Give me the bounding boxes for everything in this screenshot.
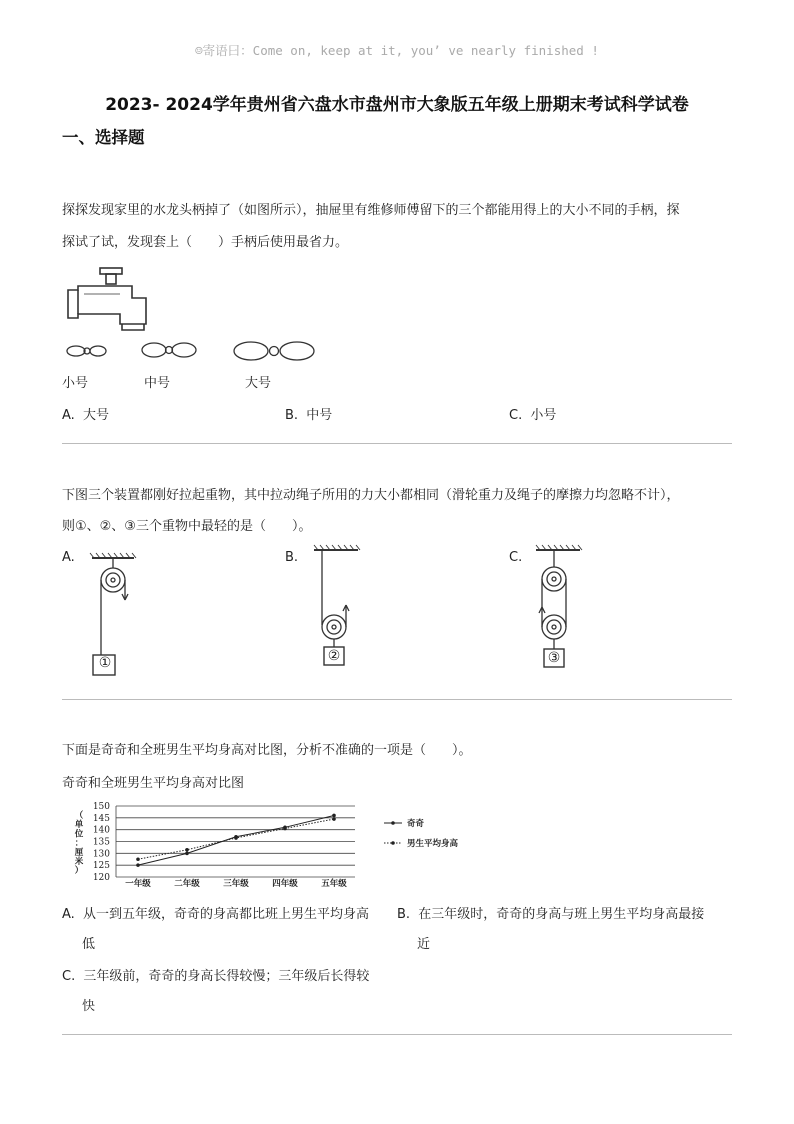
y-tick-label: 150 [92, 802, 110, 812]
y-tick-label: 140 [92, 825, 110, 836]
x-tick-label: 一年级 [125, 879, 151, 889]
chart-title: 奇奇和全班男生平均身高对比图 [62, 776, 245, 791]
watermark-text: ☺寄语曰：Come on, keep at it, you’ ve nearly finished ! [195, 43, 599, 58]
data-point [185, 848, 189, 852]
data-point [332, 814, 336, 818]
data-point [185, 852, 189, 856]
option-text-line1: 三年级前，奇奇的身高长得较慢；三年级后长得较 [83, 969, 370, 984]
legend-swatch-point [391, 841, 395, 845]
option-key: B. [397, 907, 411, 922]
q1-option-c[interactable] [509, 404, 556, 423]
y-tick-label: 145 [92, 813, 110, 824]
q2-stem-line2: 则①、②、③三个重物中最轻的是（ ）。 [62, 519, 312, 534]
divider [62, 443, 732, 444]
q1-stem-line1: 探探发现家里的水龙头柄掉了（如图所示），抽屉里有维修师傅留下的三个都能用得上的大小不同的手柄，探 [62, 203, 680, 218]
y-tick-label: 125 [92, 861, 110, 872]
handle-label-medium: 中号 [144, 376, 171, 391]
y-tick-label: 135 [92, 837, 110, 848]
q2-option-a[interactable]: A. [62, 550, 75, 565]
faucet-figure [64, 264, 164, 334]
y-axis-label-char: （ [74, 811, 84, 821]
q3-stem: 下面是奇奇和全班男生平均身高对比图，分析不准确的一项是（ ）。 [62, 743, 472, 758]
y-axis-label-char: 位 [74, 829, 84, 840]
q2-stem-line1: 下图三个装置都刚好拉起重物，其中拉动绳子所用的力大小都相同（滑轮重力及绳子的摩擦力均忽略不计）， [62, 488, 680, 503]
x-tick-label: 三年级 [223, 879, 249, 889]
option-text-line2: 快 [82, 999, 96, 1014]
x-tick-label: 二年级 [174, 879, 200, 889]
handle-large-figure [232, 336, 322, 368]
legend-label: 奇奇 [407, 819, 425, 829]
q3-option-a[interactable] [62, 900, 392, 960]
q3-option-c[interactable] [62, 962, 402, 1022]
divider [62, 699, 732, 700]
handle-label-large: 大号 [245, 376, 272, 391]
y-tick-label: 120 [92, 873, 110, 883]
height-comparison-chart [62, 796, 482, 892]
q1-stem-line2: 探试了试，发现套上（ ）手柄后使用最省力。 [62, 235, 349, 250]
q1-option-b[interactable] [285, 404, 332, 423]
handle-label-small: 小号 [62, 376, 89, 391]
x-tick-label: 五年级 [321, 879, 347, 889]
divider [62, 1034, 732, 1035]
handle-small-figure [66, 340, 106, 362]
option-key: A. [62, 408, 75, 423]
q3-option-b[interactable] [397, 900, 737, 960]
weight-1-label: ① [98, 655, 112, 671]
legend-swatch-point [391, 821, 395, 825]
legend-label: 男生平均身高 [407, 839, 459, 849]
y-axis-label-char: ） [74, 866, 84, 877]
option-key: A. [62, 907, 75, 922]
section-heading: 一、选择题 [62, 128, 145, 147]
data-point [332, 817, 336, 821]
data-point [283, 827, 287, 831]
option-text-line1: 从一到五年级，奇奇的身高都比班上男生平均身高 [82, 907, 369, 922]
y-axis-label-char: 单 [74, 820, 84, 831]
exam-title: 2023- 2024学年贵州省六盘水市盘州市大象版五年级上册期末考试科学试卷 [105, 95, 689, 115]
option-key: B. [285, 408, 299, 423]
y-axis-label-char: 厘 [74, 847, 84, 858]
series-line-0 [138, 815, 334, 865]
data-point [136, 857, 140, 861]
weight-2-label: ② [327, 648, 341, 664]
option-text-line1: 在三年级时，奇奇的身高与班上男生平均身高最接 [418, 907, 705, 922]
data-point [136, 863, 140, 867]
option-text-line2: 低 [82, 937, 96, 952]
option-key: C. [509, 408, 523, 423]
y-axis-label-char: 米 [74, 857, 84, 867]
x-tick-label: 四年级 [272, 879, 298, 889]
y-axis-label-char: ： [74, 838, 84, 849]
q2-option-b[interactable]: B. [285, 550, 299, 565]
option-text-line2: 近 [417, 937, 431, 952]
y-tick-label: 130 [92, 849, 110, 860]
handle-medium-figure [140, 336, 200, 364]
data-point [234, 836, 238, 840]
option-text: 小号 [530, 408, 557, 423]
q2-option-c[interactable]: C. [509, 550, 523, 565]
q1-option-a[interactable] [62, 404, 109, 423]
option-text: 大号 [82, 408, 109, 423]
option-text: 中号 [306, 408, 333, 423]
option-key: C. [62, 969, 76, 984]
weight-3-label: ③ [547, 650, 561, 666]
